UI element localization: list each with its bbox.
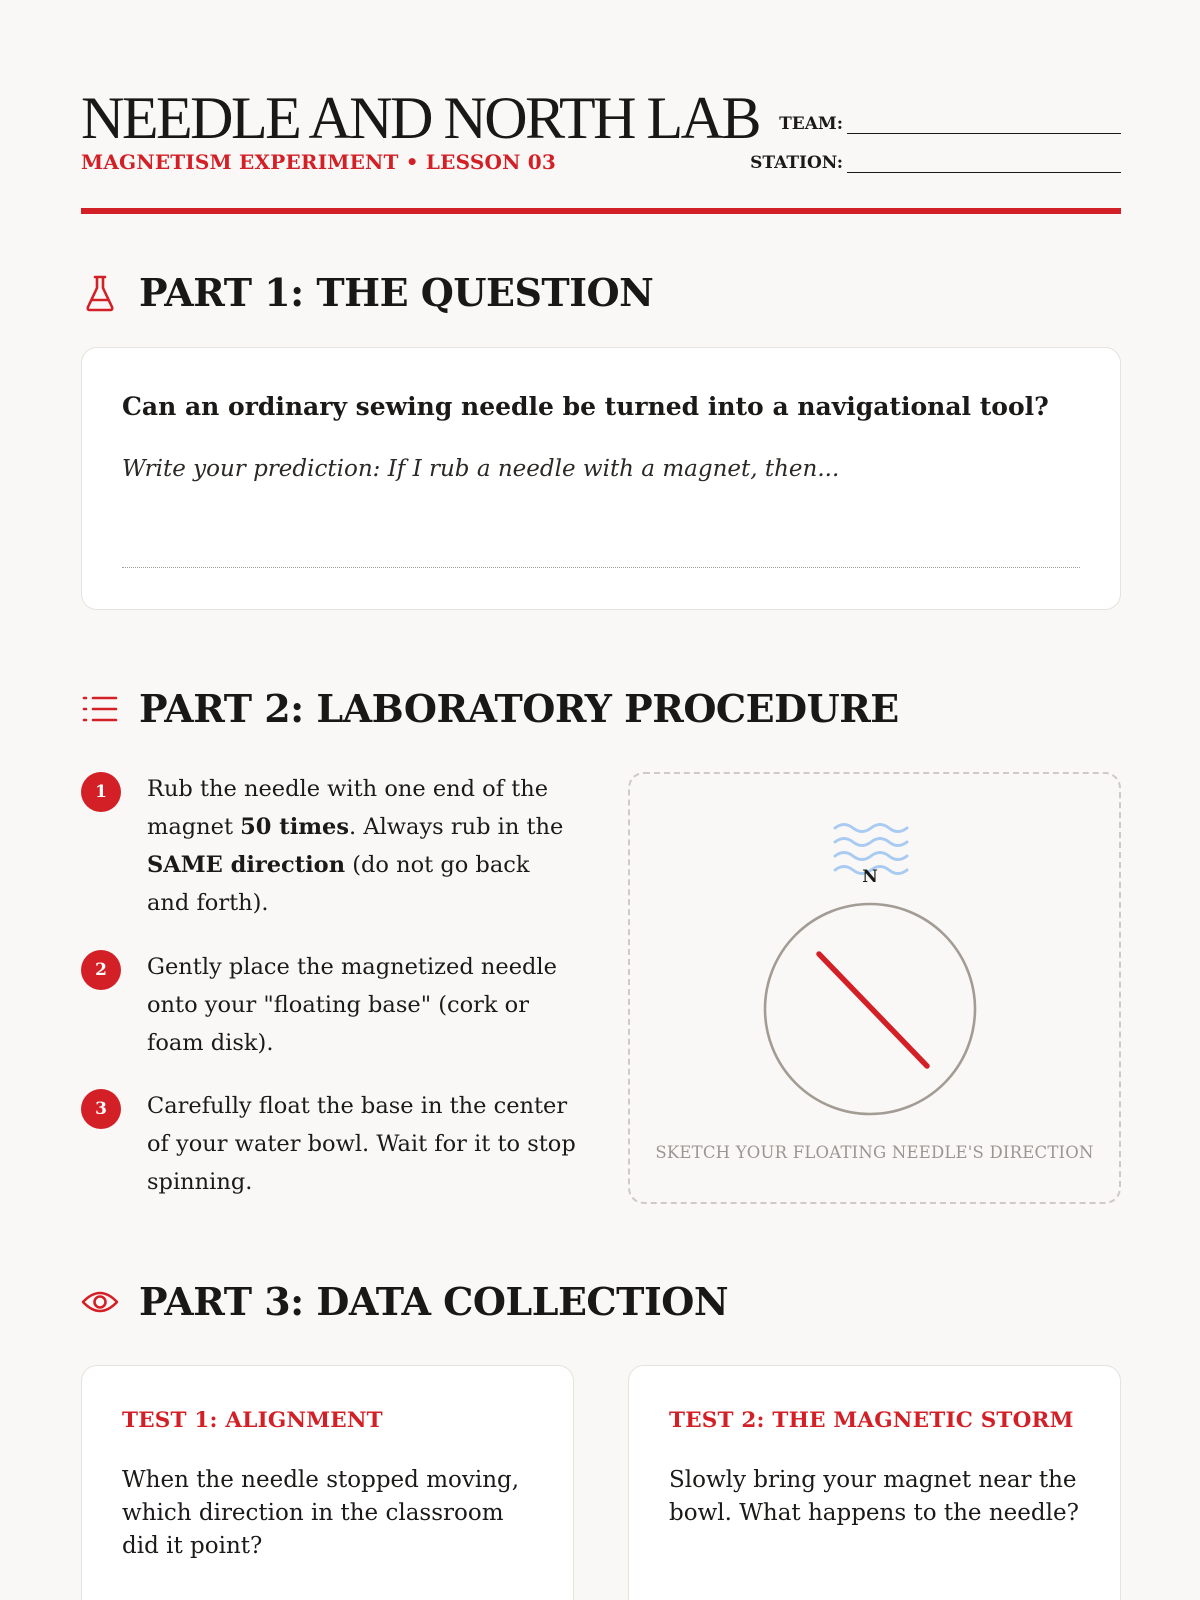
step-number-badge: 1 bbox=[81, 772, 121, 812]
station-label: STATION: bbox=[750, 153, 843, 173]
step-number-badge: 2 bbox=[81, 950, 121, 990]
part1-heading: PART 1: THE QUESTION bbox=[139, 270, 654, 315]
prediction-prompt: Write your prediction: If I rub a needle with a magnet, then... bbox=[122, 456, 840, 482]
page-title: NEEDLE AND NORTH LAB bbox=[81, 85, 759, 151]
part2-heading-row bbox=[81, 686, 899, 731]
needle-icon bbox=[819, 954, 927, 1066]
test-2-card bbox=[628, 1365, 1121, 1600]
flask-icon bbox=[81, 274, 119, 312]
worksheet-page bbox=[81, 0, 1121, 1600]
sketch-area[interactable] bbox=[628, 772, 1121, 1204]
part1-heading-row bbox=[81, 270, 653, 315]
step-emphasis: 50 times bbox=[240, 814, 350, 840]
sketch-caption: SKETCH YOUR FLOATING NEEDLE'S DIRECTION bbox=[655, 1143, 1094, 1162]
step-number-badge: 3 bbox=[81, 1089, 121, 1129]
test-1-question: When the needle stopped moving, which direction in the classroom did it point? bbox=[122, 1467, 520, 1559]
prediction-answer-line[interactable] bbox=[122, 567, 1080, 568]
station-blank-line[interactable] bbox=[847, 155, 1121, 173]
sketch-illustration bbox=[630, 774, 1123, 1206]
test-1-title: TEST 1: ALIGNMENT bbox=[122, 1408, 383, 1433]
research-question: Can an ordinary sewing needle be turned into a navigational tool? bbox=[122, 392, 1049, 421]
lesson-subtitle: MAGNETISM EXPERIMENT • LESSON 03 bbox=[81, 150, 556, 174]
test-2-question: Slowly bring your magnet near the bowl. What happens to the needle? bbox=[669, 1467, 1079, 1526]
step-text: Gently place the magnetized needle onto your "floating base" (cork or foam disk). bbox=[147, 954, 557, 1056]
team-blank-line[interactable] bbox=[847, 116, 1121, 134]
north-label: N bbox=[862, 867, 878, 887]
part3-heading: PART 3: DATA COLLECTION bbox=[139, 1279, 729, 1324]
question-card bbox=[81, 347, 1121, 610]
step-text: Rub the needle with one end of the magnet 50 times. Always rub in the SAME direction (do not go back and forth). bbox=[147, 776, 564, 916]
worksheet-header bbox=[81, 84, 1121, 214]
test-1-card bbox=[81, 1365, 574, 1600]
part2-heading: PART 2: LABORATORY PROCEDURE bbox=[139, 686, 899, 731]
station-field[interactable] bbox=[750, 153, 1121, 173]
list-icon bbox=[81, 690, 119, 728]
eye-icon bbox=[81, 1283, 119, 1321]
step-emphasis: SAME direction bbox=[147, 852, 346, 878]
header-divider bbox=[81, 208, 1121, 214]
test-2-title: TEST 2: THE MAGNETIC STORM bbox=[669, 1408, 1074, 1433]
step-text: Carefully float the base in the center of your water bowl. Wait for it to stop spinning. bbox=[147, 1093, 576, 1195]
team-field[interactable] bbox=[779, 114, 1121, 134]
team-label: TEAM: bbox=[779, 114, 843, 134]
part3-heading-row bbox=[81, 1279, 728, 1324]
